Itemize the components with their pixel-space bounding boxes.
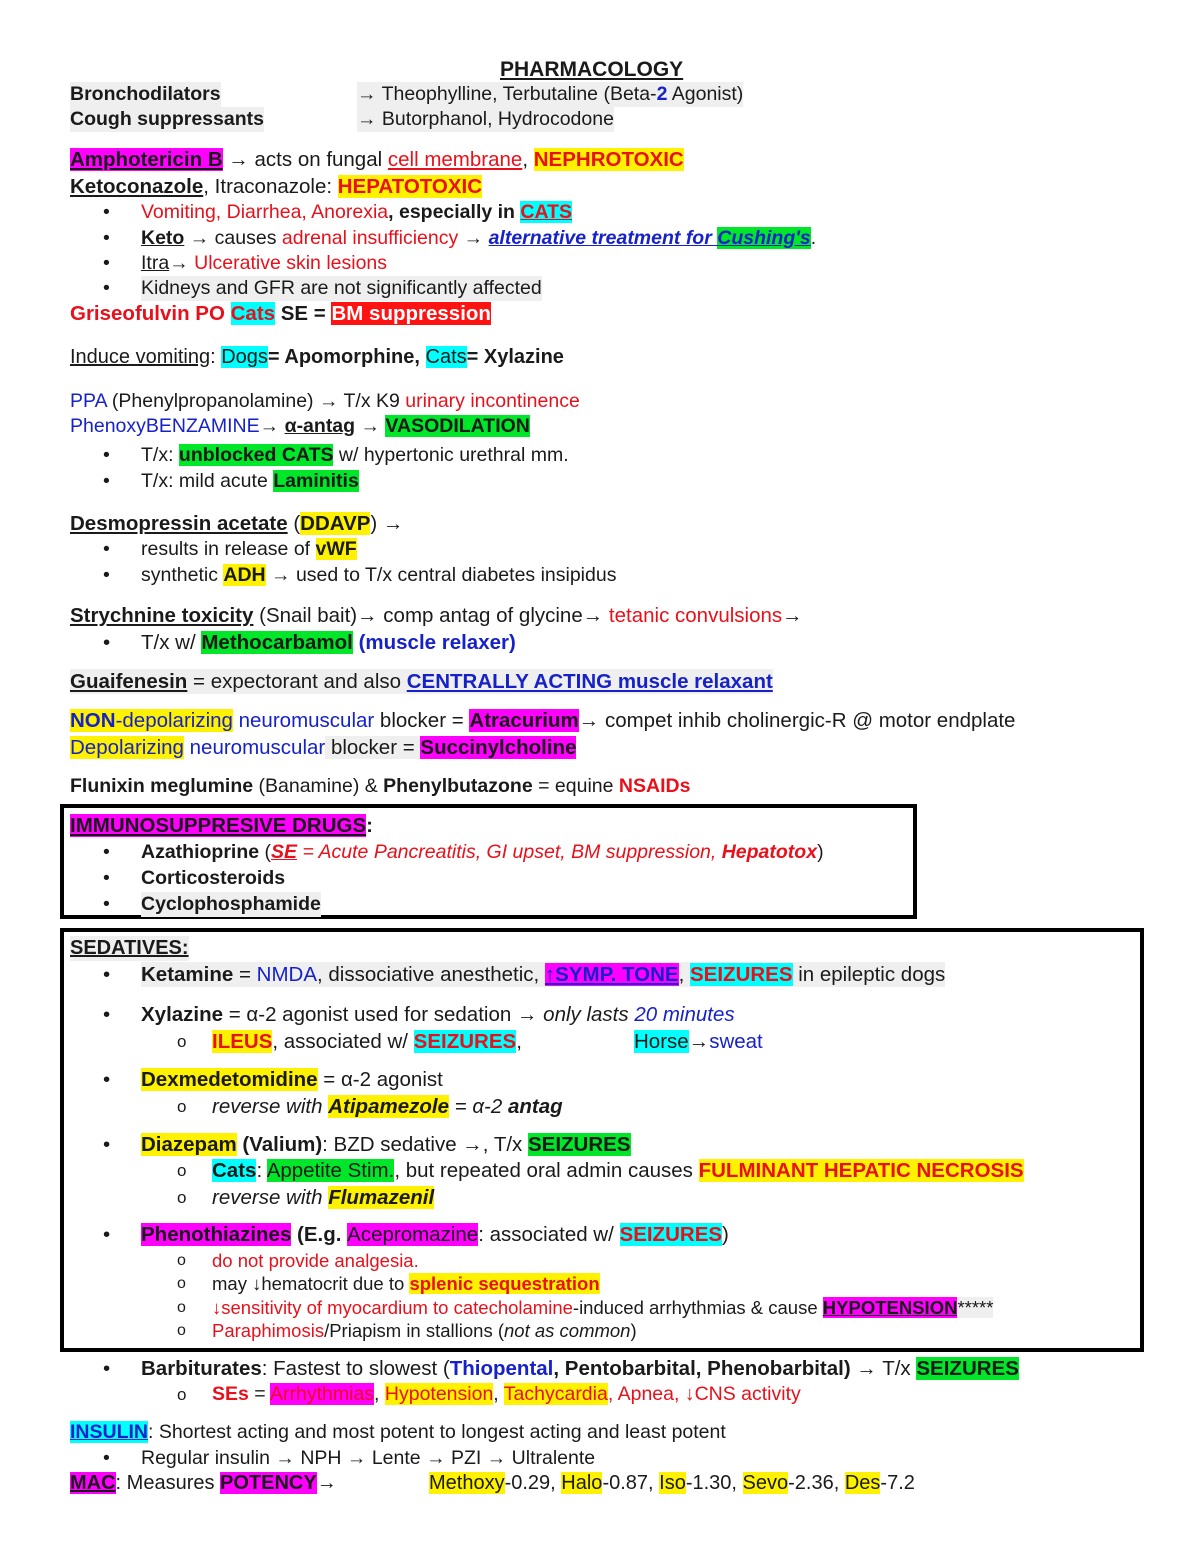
bullet: • — [103, 1357, 111, 1380]
depolarizing-line: Depolarizing neuromuscular blocker = Succinylcholine — [70, 736, 577, 759]
phenoxy-item-2: T/x: mild acute Laminitis — [141, 470, 359, 492]
insulin-item-1: Regular insulin → NPH → Lente → PZI → Ultralente — [141, 1447, 596, 1469]
flunixin-line: Flunixin meglumine (Banamine) & Phenylbutazone = equine NSAIDs — [70, 775, 691, 797]
ppa-line: PPA (Phenylpropanolamine) → T/x K9 urinary incontinence — [70, 390, 580, 412]
bullet: • — [103, 1133, 111, 1156]
amphotericin-line: Amphotericin B → acts on fungal cell membrane, NEPHROTOXIC — [70, 148, 684, 171]
phenoxybenzamine-line: PhenoxyBENZAMINE→ α-antag → VASODILATION — [70, 415, 530, 437]
phenothiazines-sub-1: do not provide analgesia. — [212, 1250, 419, 1271]
sub-bullet: o — [177, 1032, 187, 1051]
immuno-item-corticosteroids: Corticosteroids — [141, 867, 286, 889]
non-depolarizing-line: NON-depolarizing neuromuscular blocker = Atracurium→ compet inhib cholinergic-R @ motor endplate — [70, 709, 1016, 732]
bullet: • — [103, 893, 110, 915]
diazepam-sub-2: reverse with Flumazenil — [212, 1186, 435, 1209]
bullet: • — [103, 631, 111, 654]
phenothiazines-line: Phenothiazines (E.g. Acepromazine: associated w/ SEIZURES) — [141, 1223, 729, 1246]
sub-bullet: o — [177, 1252, 186, 1269]
keto-item-3: Itra→ Ulcerative skin lesions — [141, 252, 388, 274]
bullet: • — [103, 1068, 111, 1091]
guaifenesin-line: Guaifenesin = expectorant and also CENTRALLY ACTING muscle relaxant — [70, 670, 773, 693]
sub-bullet: o — [177, 1322, 186, 1339]
phenothiazines-sub-2: may ↓hematocrit due to splenic sequestration — [212, 1273, 600, 1294]
mac-line: MAC: Measures POTENCY→ — [70, 1472, 337, 1494]
phenoxy-item-1: T/x: unblocked CATS w/ hypertonic urethral mm. — [141, 444, 569, 466]
dexmedetomidine-line: Dexmedetomidine = α-2 agonist — [141, 1068, 443, 1091]
sub-bullet: o — [177, 1275, 186, 1292]
cough-suppressants-drugs: → Butorphanol, Hydrocodone — [357, 108, 614, 130]
sedatives-title: SEDATIVES: — [70, 937, 189, 959]
bullet: • — [103, 444, 110, 466]
ddavp-item-2: synthetic ADH → used to T/x central diabetes insipidus — [141, 564, 617, 586]
bullet: • — [103, 470, 110, 492]
ketamine-line: Ketamine = NMDA, dissociative anesthetic, ↑SYMP. TONE, SEIZURES in epileptic dogs — [141, 963, 946, 986]
bullet: • — [103, 538, 110, 560]
keto-item-1: Vomiting, Diarrhea, Anorexia, especially in CATS — [141, 201, 573, 223]
bullet: • — [103, 277, 110, 299]
immuno-item-cyclophosphamide: Cyclophosphamide — [141, 893, 321, 915]
page-title: PHARMACOLOGY — [500, 58, 684, 81]
sub-bullet: o — [177, 1385, 187, 1404]
induce-vomiting-line: Induce vomiting: Dogs= Apomorphine, Cats= Xylazine — [70, 346, 564, 368]
bullet: • — [103, 963, 111, 986]
barbiturates-sub-1: SEs = Arrhythmias, Hypotension, Tachycardia, Apnea, ↓CNS activity — [212, 1383, 801, 1405]
bullet: • — [103, 867, 110, 889]
sub-bullet: o — [177, 1097, 187, 1116]
bullet: • — [103, 227, 110, 249]
xylazine-line: Xylazine = α-2 agonist used for sedation → only lasts 20 minutes — [141, 1003, 735, 1026]
bullet: • — [103, 564, 110, 586]
phenothiazines-sub-3: ↓sensitivity of myocardium to catecholamine-induced arrhythmias & cause HYPOTENSION***** — [212, 1297, 994, 1318]
diazepam-line: Diazepam (Valium): BZD sedative →, T/x SEIZURES — [141, 1133, 631, 1156]
barbiturates-line: Barbiturates: Fastest to slowest (Thiopental, Pentobarbital, Phenobarbital) → T/x SEIZURES — [141, 1357, 1019, 1380]
xylazine-sub-horse: Horse→sweat — [634, 1030, 763, 1053]
mac-values: Methoxy-0.29, Halo-0.87, Iso-1.30, Sevo-2.36, Des-7.2 — [429, 1472, 915, 1494]
immunosuppressive-title: IMMUNOSUPPRESIVE DRUGS: — [70, 814, 373, 837]
cough-suppressants-label: Cough suppressants — [70, 108, 264, 130]
bullet: • — [103, 841, 110, 863]
strychnine-item-1: T/x w/ Methocarbamol (muscle relaxer) — [141, 631, 516, 654]
bullet: • — [103, 1003, 111, 1026]
griseofulvin-line: Griseofulvin PO Cats SE = BM suppression — [70, 302, 491, 325]
bronchodilators-drugs: → Theophylline, Terbutaline (Beta-2 Agonist) — [357, 83, 744, 105]
insulin-line: INSULIN: Shortest acting and most potent to longest acting and least potent — [70, 1421, 726, 1443]
bullet: • — [103, 1447, 110, 1469]
bronchodilators-label: Bronchodilators — [70, 83, 221, 105]
bullet: • — [103, 1223, 111, 1246]
dexmedetomidine-sub-1: reverse with Atipamezole = α-2 antag — [212, 1095, 563, 1118]
keto-item-4: Kidneys and GFR are not significantly affected — [141, 277, 542, 299]
ketoconazole-line: Ketoconazole, Itraconazole: HEPATOTOXIC — [70, 175, 483, 198]
bullet: • — [103, 201, 110, 223]
xylazine-sub-1: ILEUS, associated w/ SEIZURES, — [212, 1030, 522, 1053]
phenothiazines-sub-4: Paraphimosis/Priapism in stallions (not as common) — [212, 1320, 637, 1341]
sub-bullet: o — [177, 1161, 187, 1180]
bullet: • — [103, 252, 110, 274]
ddavp-item-1: results in release of vWF — [141, 538, 357, 560]
diazepam-sub-1: Cats: Appetite Stim., but repeated oral admin causes FULMINANT HEPATIC NECROSIS — [212, 1159, 1024, 1182]
sub-bullet: o — [177, 1188, 187, 1207]
sub-bullet: o — [177, 1299, 186, 1316]
strychnine-line: Strychnine toxicity (Snail bait)→ comp antag of glycine→ tetanic convulsions→ — [70, 604, 803, 627]
immuno-item-azathioprine: Azathioprine (SE = Acute Pancreatitis, GI upset, BM suppression, Hepatotox) — [141, 841, 824, 863]
desmopressin-line: Desmopressin acetate (DDAVP) → — [70, 512, 404, 535]
keto-item-2: Keto → causes adrenal insufficiency → alternative treatment for Cushing's. — [141, 227, 817, 249]
